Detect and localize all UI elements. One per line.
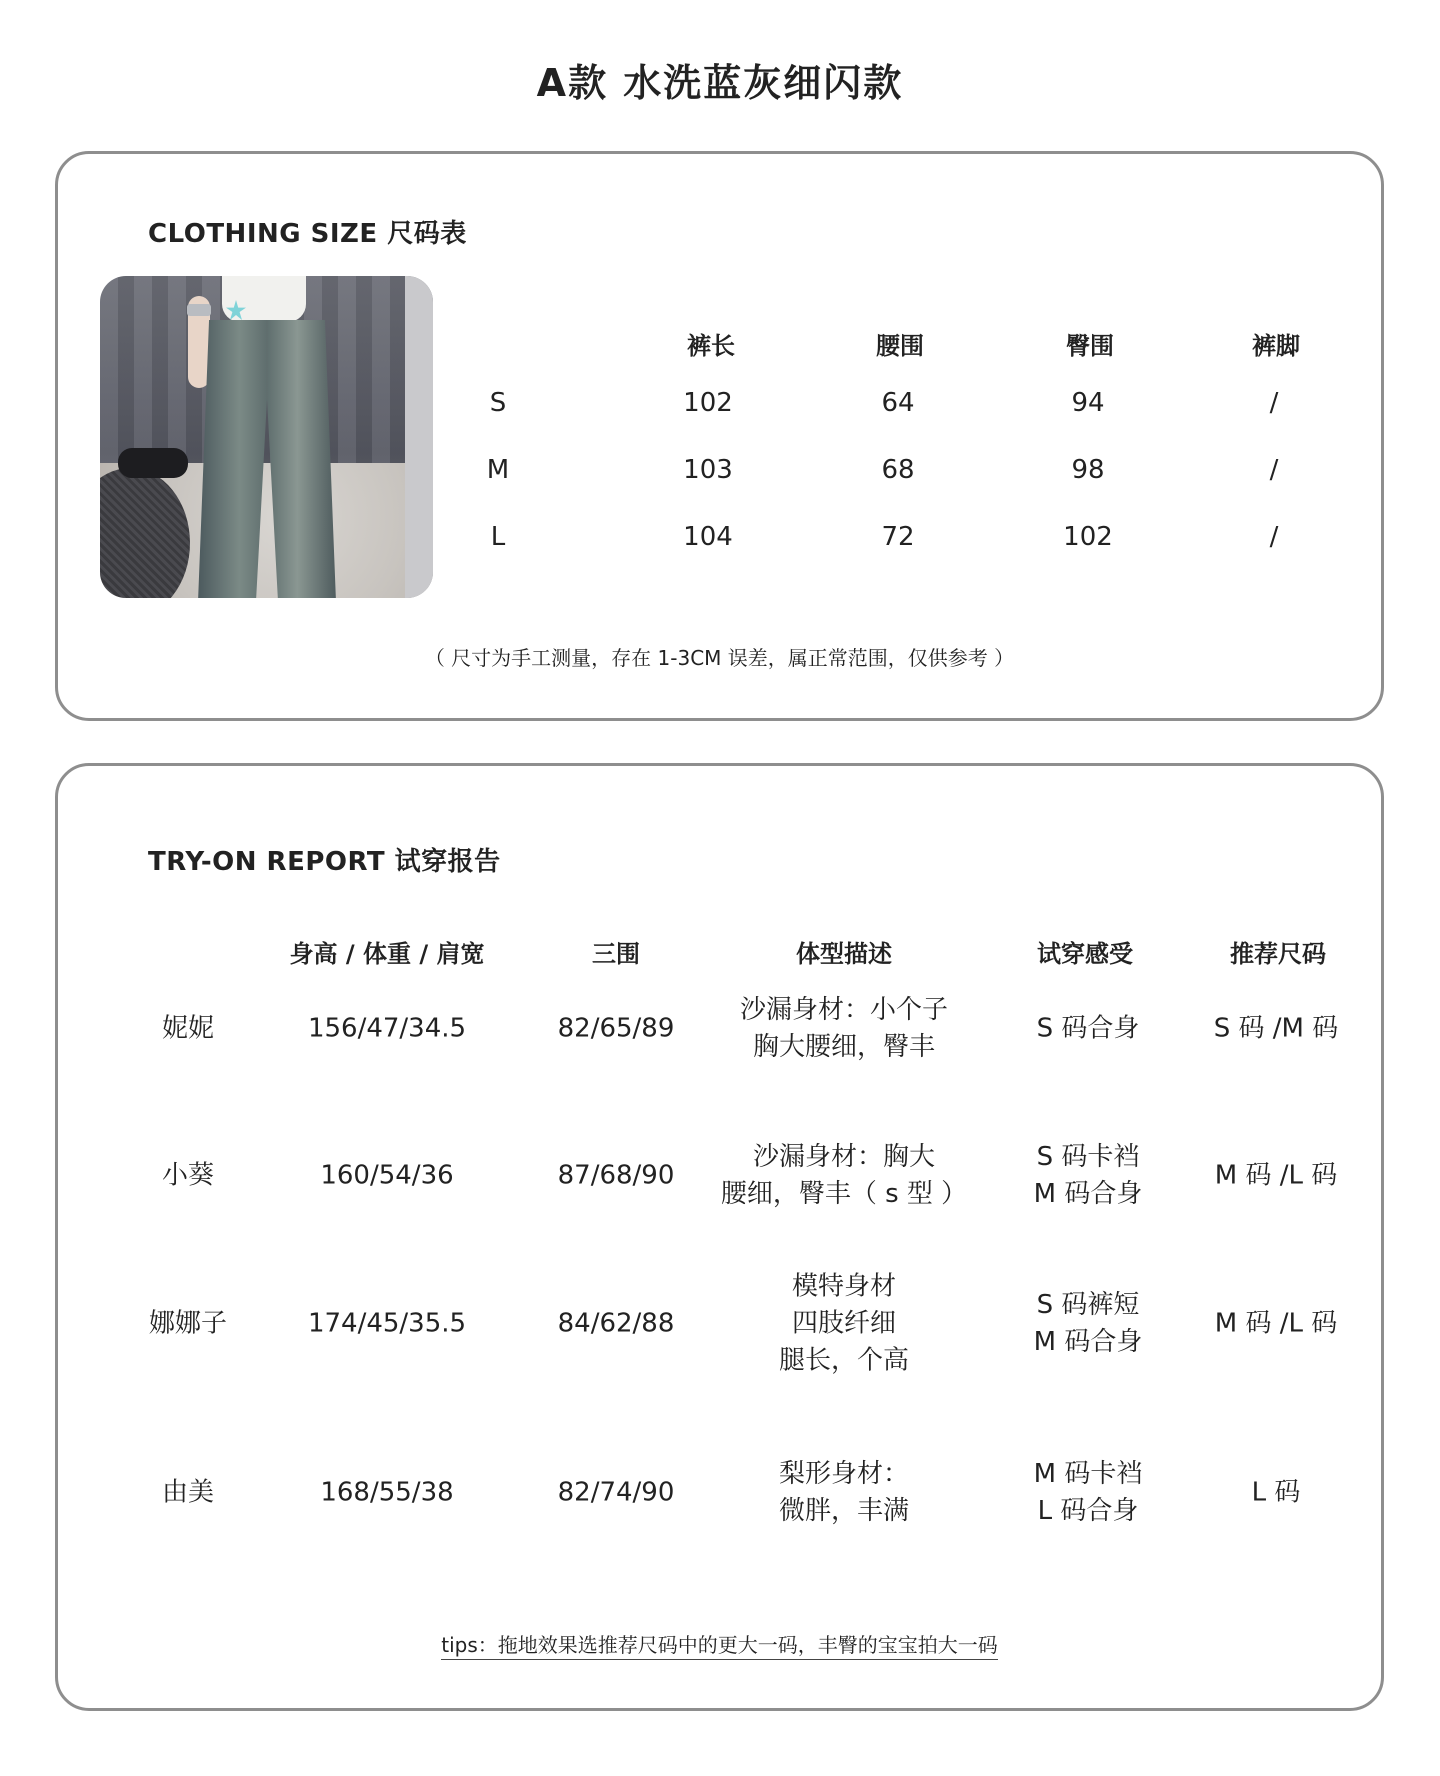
tester-body-type: 梨形身材： 微胖，丰满 <box>778 1459 910 1526</box>
size-cell: / <box>1269 522 1279 552</box>
size-label: M <box>486 455 510 485</box>
size-cell: 72 <box>881 522 915 552</box>
size-col-header: 臀围 <box>1066 332 1114 360</box>
tester-body-type: 沙漏身材：胸大 腰细，臀丰（ s 型 ） <box>720 1142 968 1209</box>
size-label: L <box>490 522 506 552</box>
recommended-size: S 码 /M 码 <box>1213 1013 1339 1044</box>
size-cell: 102 <box>1063 522 1113 552</box>
size-cell: 64 <box>881 388 915 418</box>
size-col-header: 裤脚 <box>1252 332 1300 360</box>
size-cell: / <box>1269 455 1279 485</box>
page-title: A款 水洗蓝灰细闪款 <box>536 61 904 105</box>
tester-fit-feel: S 码合身 <box>1036 1013 1140 1044</box>
tester-fit-feel: M 码卡裆 L 码合身 <box>1033 1459 1143 1526</box>
size-label: S <box>489 388 507 418</box>
size-cell: / <box>1269 388 1279 418</box>
tester-fit-feel: S 码裤短 M 码合身 <box>1033 1290 1143 1357</box>
report-col-header: 推荐尺码 <box>1230 940 1326 968</box>
recommended-size: M 码 /L 码 <box>1214 1308 1338 1339</box>
report-col-header: 试穿感受 <box>1037 940 1133 968</box>
recommended-size: L 码 <box>1251 1477 1301 1508</box>
size-cell: 94 <box>1071 388 1105 418</box>
tester-measures: 160/54/36 <box>320 1160 454 1191</box>
tester-measures: 174/45/35.5 <box>307 1308 467 1339</box>
tester-name: 娜娜子 <box>148 1308 228 1339</box>
size-cell: 98 <box>1071 455 1105 485</box>
size-cell: 104 <box>683 522 733 552</box>
recommended-size: M 码 /L 码 <box>1214 1160 1338 1191</box>
measurement-note: （ 尺寸为手工测量，存在 1-3CM 误差，属正常范围，仅供参考 ） <box>424 646 1015 670</box>
report-col-header: 三围 <box>592 940 640 968</box>
tester-body-type: 模特身材 四肢纤细 腿长，个高 <box>778 1271 910 1376</box>
size-col-header: 腰围 <box>876 332 924 360</box>
tester-body-type: 沙漏身材：小个子 胸大腰细，臀丰 <box>739 995 949 1062</box>
size-cell: 68 <box>881 455 915 485</box>
tester-bwh: 84/62/88 <box>557 1308 675 1339</box>
tester-name: 由美 <box>161 1477 215 1508</box>
tester-measures: 168/55/38 <box>320 1477 454 1508</box>
size-chart-card <box>55 151 1384 721</box>
tester-bwh: 82/65/89 <box>557 1013 675 1044</box>
report-col-header: 体型描述 <box>796 940 892 968</box>
report-col-header: 身高 / 体重 / 肩宽 <box>289 940 485 968</box>
tester-bwh: 82/74/90 <box>557 1477 675 1508</box>
tester-name: 小葵 <box>161 1160 215 1191</box>
size-chart-title: CLOTHING SIZE 尺码表 <box>148 219 467 249</box>
tester-fit-feel: S 码卡裆 M 码合身 <box>1033 1142 1143 1209</box>
size-cell: 103 <box>683 455 733 485</box>
size-cell: 102 <box>683 388 733 418</box>
tester-measures: 156/47/34.5 <box>307 1013 467 1044</box>
tester-name: 妮妮 <box>161 1013 215 1044</box>
tryon-report-title: TRY-ON REPORT 试穿报告 <box>148 847 501 877</box>
size-table <box>58 154 1381 718</box>
tryon-report-card <box>55 763 1384 1711</box>
size-col-header: 裤长 <box>687 332 735 360</box>
sizing-tips: tips：拖地效果选推荐尺码中的更大一码，丰臀的宝宝拍大一码 <box>58 1629 1381 1658</box>
tester-bwh: 87/68/90 <box>557 1160 675 1191</box>
